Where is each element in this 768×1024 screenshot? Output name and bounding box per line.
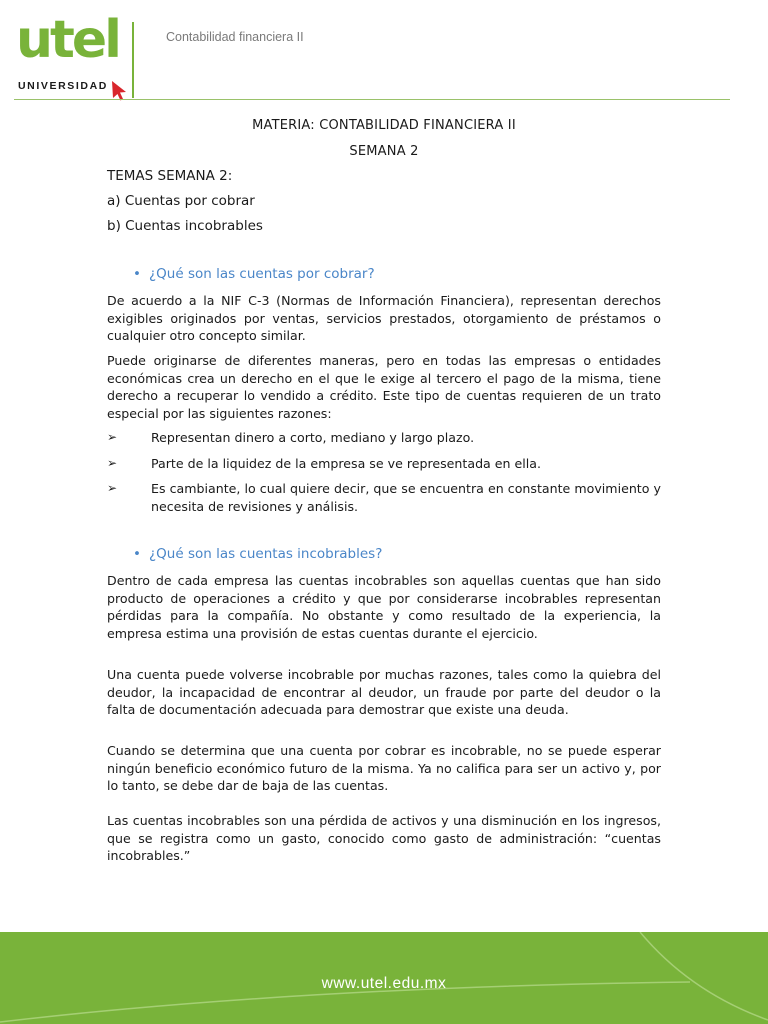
paragraph: De acuerdo a la NIF C-3 (Normas de Información Financiera), representan derechos exigibles originados por ventas, servicios prestados, otorgamiento de préstamos o cualquier otro concepto similar. bbox=[107, 293, 661, 343]
logo-wordmark: utel bbox=[16, 10, 119, 70]
footer-website-link[interactable]: www.utel.edu.mx bbox=[321, 975, 447, 992]
page-footer bbox=[0, 932, 768, 1024]
arrow-bullet-icon: ➢ bbox=[107, 456, 118, 470]
arrow-bullet-icon: ➢ bbox=[107, 430, 118, 444]
bullet-point-icon: • bbox=[133, 266, 141, 282]
header-rule bbox=[14, 99, 730, 100]
question-heading-1 bbox=[107, 266, 375, 282]
course-name: Contabilidad financiera II bbox=[166, 30, 304, 44]
arrow-bullet-icon: ➢ bbox=[107, 481, 118, 495]
paragraph: Dentro de cada empresa las cuentas incobrables son aquellas cuentas que han sido producto de operaciones a crédito y que por considerarse incobrables representan pérdidas para la compañía. No obstante y como resultado de la experiencia, la empresa estima una provisión de estas cuentas durante el ejercicio. bbox=[107, 573, 661, 641]
list-item: ➢ Parte de la liquidez de la empresa se ve representada en ella. bbox=[107, 456, 541, 471]
topic-a: a) Cuentas por cobrar bbox=[107, 193, 255, 209]
question-1-text: ¿Qué son las cuentas por cobrar? bbox=[149, 266, 375, 282]
question-heading-2 bbox=[107, 546, 382, 562]
question-2-text: ¿Qué son las cuentas incobrables? bbox=[149, 546, 383, 562]
utel-logo bbox=[16, 10, 120, 96]
list-item: ➢ Es cambiante, lo cual quiere decir, que se encuentra en constante movimiento y necesita de revisiones y análisis. bbox=[107, 481, 661, 514]
header-divider bbox=[132, 22, 134, 98]
week-title: SEMANA 2 bbox=[349, 144, 419, 159]
subject-title: MATERIA: CONTABILIDAD FINANCIERA II bbox=[252, 118, 516, 133]
topics-heading: TEMAS SEMANA 2: bbox=[107, 168, 233, 184]
paragraph: Las cuentas incobrables son una pérdida de activos y una disminución en los ingresos, que se registra como un gasto, conocido como gasto de administración: “cuentas incobrables.” bbox=[107, 813, 661, 863]
paragraph: Cuando se determina que una cuenta por cobrar es incobrable, no se puede esperar ningún beneficio económico futuro de la misma. Ya no califica para ser un activo y, por lo tanto, se debe dar de baja de las cuentas. bbox=[107, 743, 661, 793]
topic-b: b) Cuentas incobrables bbox=[107, 218, 263, 234]
logo-subtext: UNIVERSIDAD bbox=[18, 80, 108, 92]
paragraph: Puede originarse de diferentes maneras, pero en todas las empresas o entidades económicas crea un derecho en el que le exige al tercero el pago de la misma, tiene derecho a recuperar lo vendido a crédito. Este tipo de cuentas requieren de un trato especial por las siguientes razones: bbox=[107, 353, 661, 421]
bullet-point-icon: • bbox=[133, 546, 141, 562]
paragraph: Una cuenta puede volverse incobrable por muchas razones, tales como la quiebra del deudor, la incapacidad de encontrar al deudor, un fraude por parte del deudor o la falta de documentación adecuada para demostrar que existe una deuda. bbox=[107, 667, 661, 717]
list-item: ➢ Representan dinero a corto, mediano y largo plazo. bbox=[107, 430, 475, 445]
page-header bbox=[0, 0, 768, 102]
